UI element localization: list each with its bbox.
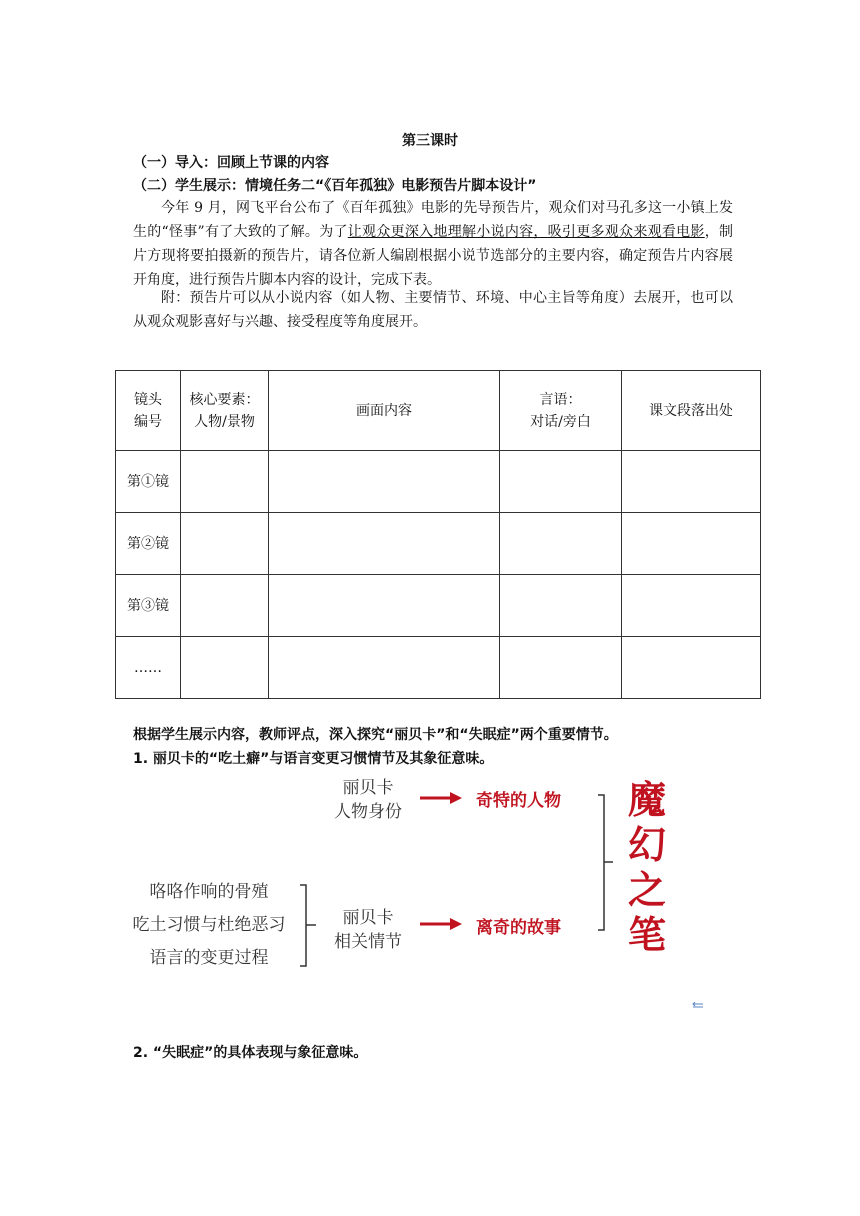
shot-label: 第②镜 <box>116 513 181 575</box>
col-core-elements: 核心要素： 人物/景物 <box>181 371 269 451</box>
cell-empty[interactable] <box>269 451 500 513</box>
cell-empty[interactable] <box>622 575 761 637</box>
cell-empty[interactable] <box>181 513 269 575</box>
note-paragraph: 附：预告片可以从小说内容（如人物、主要情节、环境、中心主旨等角度）去展开，也可以从观众观影喜好与兴趣、接受程度等角度展开。 <box>133 290 733 330</box>
top-result: 奇特的人物 <box>476 791 561 811</box>
left-item: 吃土习惯与杜绝恶习 <box>132 915 286 935</box>
bottom-label: 丽贝卡 相关情节 <box>334 908 402 952</box>
shot-label: …… <box>116 637 181 699</box>
cell-empty[interactable] <box>500 451 622 513</box>
left-item: 咯咯作响的骨殖 <box>149 882 269 902</box>
analysis-intro: 根据学生展示内容，教师评点，深入探究“丽贝卡”和“失眠症”两个重要情节。 <box>133 727 618 743</box>
cell-empty[interactable] <box>622 513 761 575</box>
col-speech: 言语： 对话/旁白 <box>500 371 622 451</box>
table-row <box>116 451 761 513</box>
cell-empty[interactable] <box>500 513 622 575</box>
section-student-show: （二）学生展示：情境任务二“《百年孤独》电影预告片脚本设计” <box>133 178 537 194</box>
script-table <box>115 370 761 699</box>
point-1-heading: 1. 丽贝卡的“吃土癖”与语言变更习惯情节及其象征意味。 <box>133 751 494 767</box>
task-paragraph: 今年 9 月，网飞平台公布了《百年孤独》电影的先导预告片，观众们对马孔多这一小镇上发生的“怪事”有了大致的了解。为了让观众更深入地理解小说内容，吸引更多观众来观看电影，制片方现将要拍摄新的预告片，请各位新人编剧根据小说节选部分的主要内容，确定预告片内容展开角度，进行预告片脚本内容的设计，完成下表。 <box>133 200 733 288</box>
col-shot-number: 镜头 编号 <box>116 371 181 451</box>
paste-options-icon[interactable] <box>692 995 704 1003</box>
shot-label: 第③镜 <box>116 575 181 637</box>
conclusion-text: 魔 幻 之 笔 <box>627 778 666 957</box>
cell-empty[interactable] <box>269 637 500 699</box>
table-row <box>116 637 761 699</box>
underlined-phrase: 让观众更深入地理解小说内容，吸引更多观众来观看电影 <box>347 224 705 240</box>
table-row <box>116 575 761 637</box>
col-source: 课文段落出处 <box>622 371 761 451</box>
cell-empty[interactable] <box>181 451 269 513</box>
cell-empty[interactable] <box>622 451 761 513</box>
left-item: 语言的变更过程 <box>149 948 269 968</box>
rebecca-diagram <box>120 770 740 970</box>
cell-empty[interactable] <box>181 637 269 699</box>
section-intro: （一）导入：回顾上节课的内容 <box>133 155 329 171</box>
col-frame-content: 画面内容 <box>269 371 500 451</box>
cell-empty[interactable] <box>500 637 622 699</box>
page-title: 第三课时 <box>402 133 458 149</box>
table-row <box>116 513 761 575</box>
cell-empty[interactable] <box>269 575 500 637</box>
table-header-row <box>116 371 761 451</box>
cell-empty[interactable] <box>500 575 622 637</box>
cell-empty[interactable] <box>269 513 500 575</box>
top-label: 丽贝卡 人物身份 <box>334 778 402 822</box>
bottom-result: 离奇的故事 <box>476 918 561 938</box>
cell-empty[interactable] <box>622 637 761 699</box>
cell-empty[interactable] <box>181 575 269 637</box>
shot-label: 第①镜 <box>116 451 181 513</box>
point-2-heading: 2. “失眠症”的具体表现与象征意味。 <box>133 1045 368 1061</box>
